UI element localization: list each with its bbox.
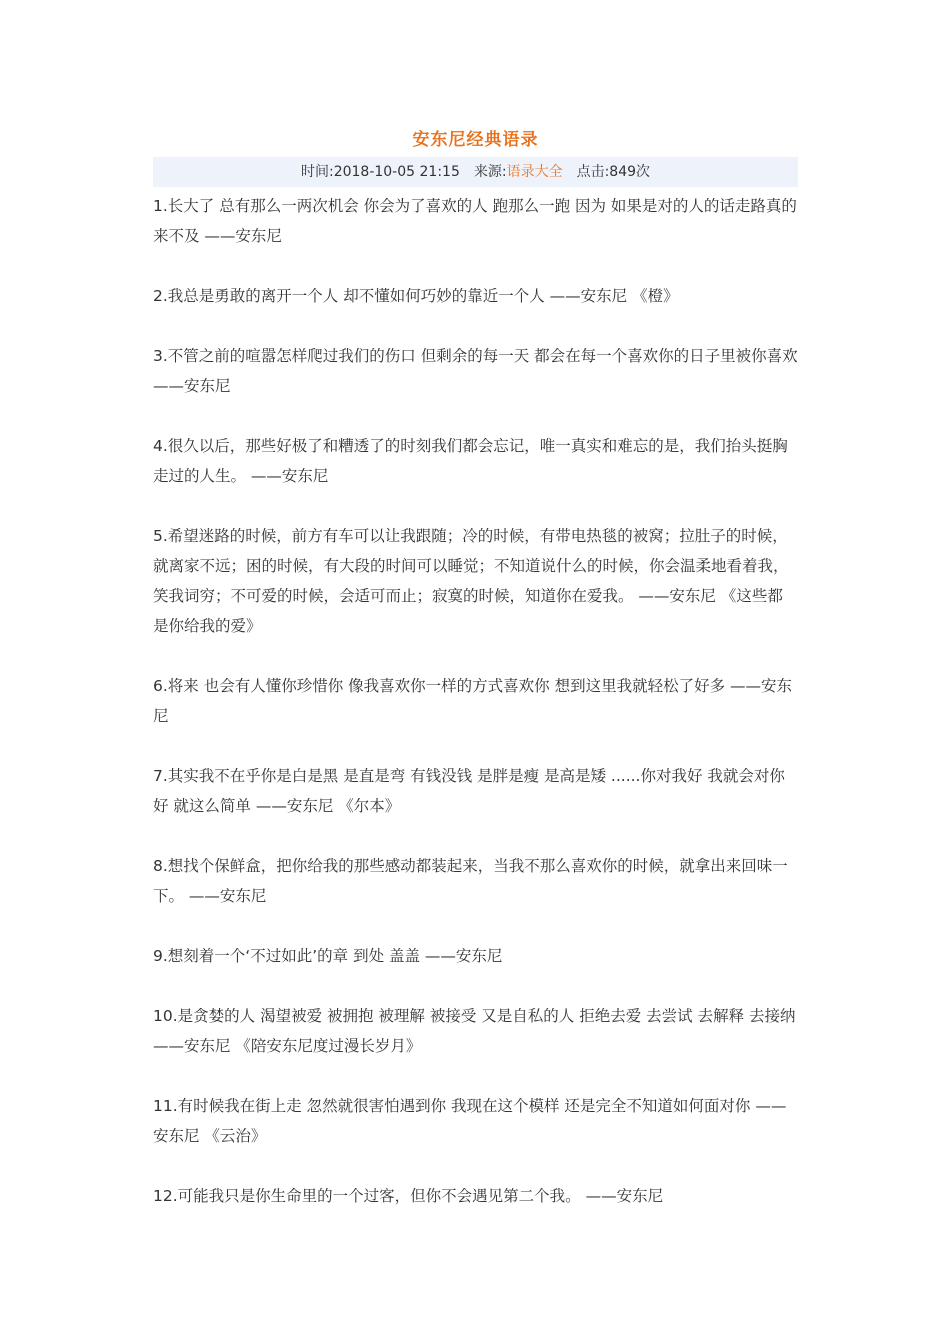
quote-item: 7.其实我不在乎你是白是黑 是直是弯 有钱没钱 是胖是瘦 是高是矮 ......你对我好 我就会对你好 就这么简单 ——安东尼 《尔本》 bbox=[153, 767, 785, 815]
publish-time: 2018-10-05 21:15 bbox=[333, 164, 460, 180]
article-title: 安东尼经典语录 bbox=[412, 130, 539, 150]
quote-item: 6.将来 也会有人懂你珍惜你 像我喜欢你一样的方式喜欢你 想到这里我就轻松了好多 ——安东尼 bbox=[153, 677, 792, 725]
quote-item: 5.希望迷路的时候，前方有车可以让我跟随；冷的时候，有带电热毯的被窝；拉肚子的时候，就离家不远；困的时候，有大段的时间可以睡觉；不知道说什么的时候，你会温柔地看着我，笑我词穷；不可爱的时候，会适可而止；寂寞的时候，知道你在爱我。 ——安东尼 《这些都是你给我的爱》 bbox=[153, 527, 789, 635]
views-unit: 次 bbox=[636, 164, 651, 180]
quote-item: 12.可能我只是你生命里的一个过客，但你不会遇见第二个我。 ——安东尼 bbox=[153, 1187, 664, 1205]
quote-item: 10.是贪婪的人 渴望被爱 被拥抱 被理解 被接受 又是自私的人 拒绝去爱 去尝试 去解释 去接纳 ——安东尼 《陪安东尼度过漫长岁月》 bbox=[153, 1007, 796, 1055]
view-count: 849 bbox=[609, 164, 637, 180]
quote-list bbox=[153, 191, 798, 1211]
source-label: 来源: bbox=[473, 164, 507, 180]
views-label: 点击: bbox=[576, 164, 610, 180]
quote-item: 11.有时候我在街上走 忽然就很害怕遇到你 我现在这个模样 还是完全不知道如何面对你 ——安东尼 《云治》 bbox=[153, 1097, 787, 1145]
quote-item: 8.想找个保鲜盒，把你给我的那些感动都装起来，当我不那么喜欢你的时候，就拿出来回味一下。 ——安东尼 bbox=[153, 857, 788, 905]
quote-item: 1.长大了 总有那么一两次机会 你会为了喜欢的人 跑那么一跑 因为 如果是对的人的话走路真的来不及 ——安东尼 bbox=[153, 197, 797, 245]
article bbox=[153, 126, 798, 1241]
source-link[interactable]: 语录大全 bbox=[506, 164, 563, 180]
time-label: 时间: bbox=[300, 164, 334, 180]
article-meta-bar bbox=[153, 157, 798, 187]
quote-item: 4.很久以后，那些好极了和糟透了的时刻我们都会忘记，唯一真实和难忘的是，我们抬头挺胸走过的人生。 ——安东尼 bbox=[153, 437, 788, 485]
quote-item: 3.不管之前的喧嚣怎样爬过我们的伤口 但剩余的每一天 都会在每一个喜欢你的日子里被你喜欢 ——安东尼 bbox=[153, 347, 798, 395]
quote-item: 9.想刻着一个‘不过如此’的章 到处 盖盖 ——安东尼 bbox=[153, 947, 503, 965]
quote-item: 2.我总是勇敢的离开一个人 却不懂如何巧妙的靠近一个人 ——安东尼 《橙》 bbox=[153, 287, 679, 305]
